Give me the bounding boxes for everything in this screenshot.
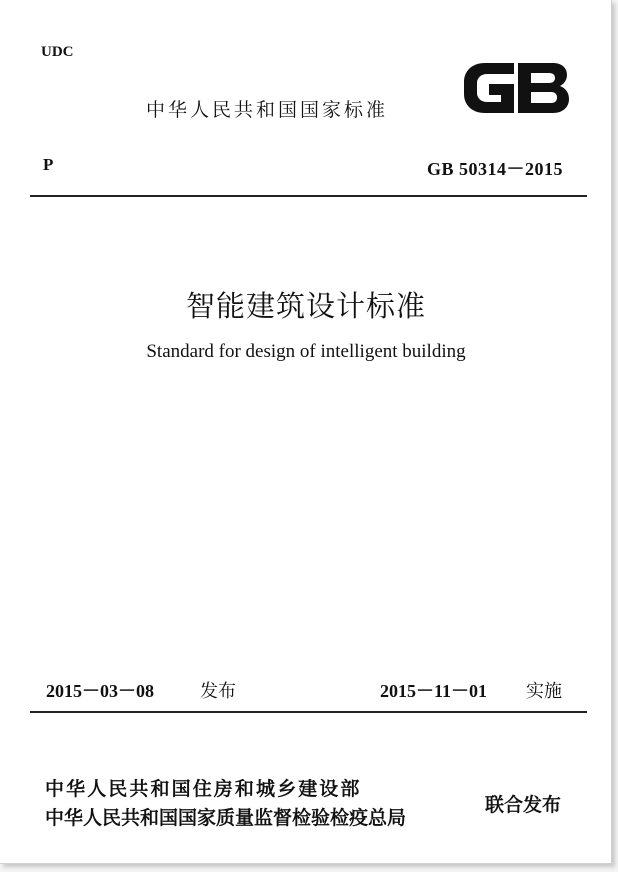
bottom-divider — [30, 711, 587, 713]
publisher-aqsiq: 中华人民共和国国家质量监督检验检疫总局 — [45, 807, 407, 829]
issue-date: 2015－03－08 — [46, 681, 154, 701]
classification-code: P — [43, 155, 54, 174]
title-english: Standard for design of intelligent building — [146, 341, 466, 362]
standard-number: GB 50314－2015 — [426, 159, 563, 179]
publisher-ministry: 中华人民共和国住房和城乡建设部 — [45, 778, 362, 800]
udc-label: UDC — [41, 44, 74, 60]
national-standard-heading: 中华人民共和国国家标准 — [146, 99, 389, 121]
gb-logo-icon — [463, 62, 570, 114]
top-divider — [30, 195, 587, 197]
implementation-label: 实施 — [526, 681, 562, 702]
issue-label: 发布 — [200, 681, 236, 702]
title-chinese: 智能建筑设计标准 — [185, 289, 426, 323]
implementation-date: 2015－11－01 — [380, 681, 488, 701]
joint-publication-label: 联合发布 — [485, 794, 562, 816]
